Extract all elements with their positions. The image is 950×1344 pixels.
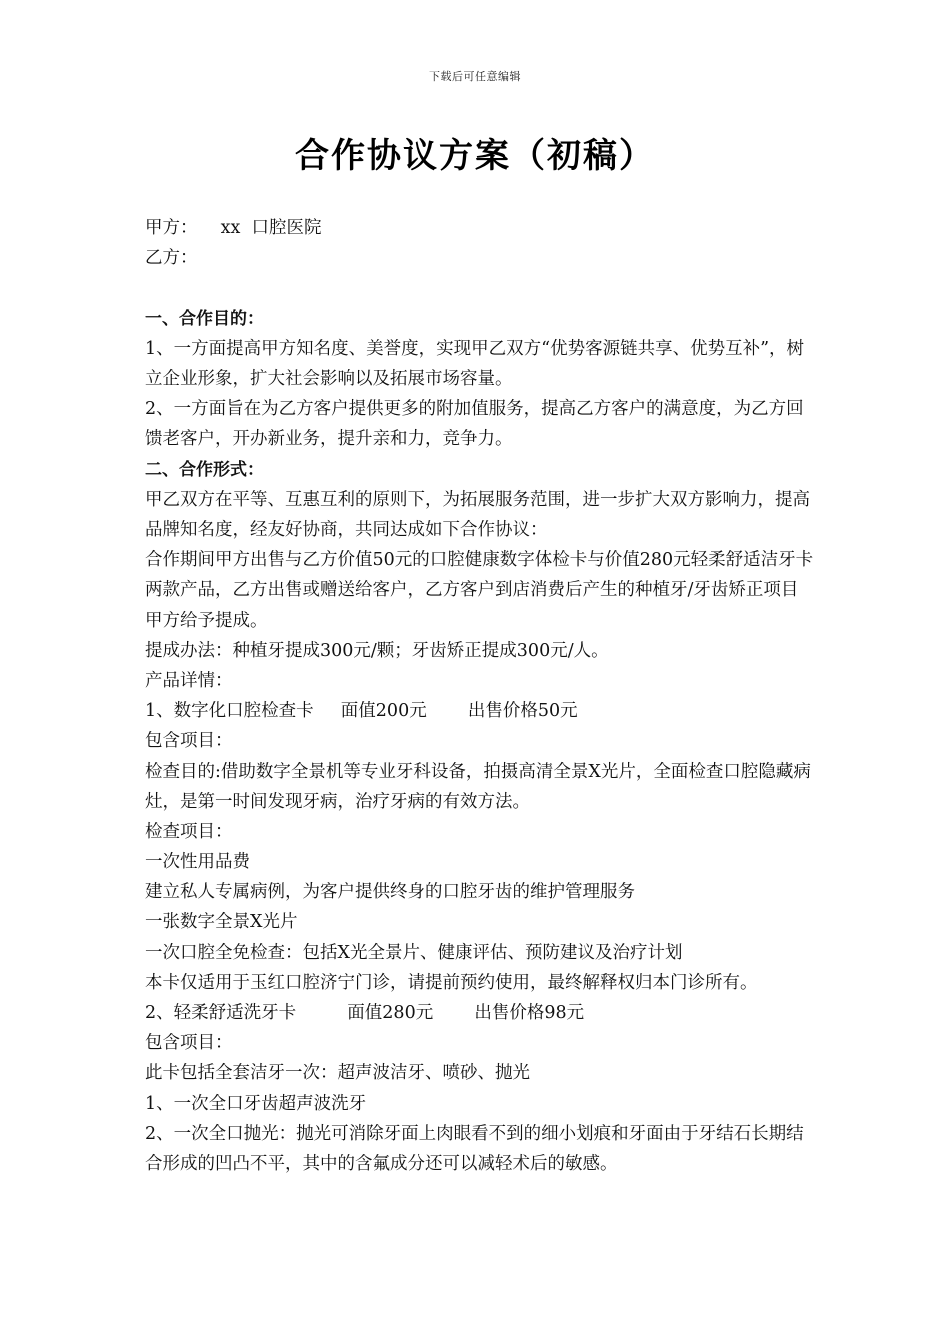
party-a-value: xx 口腔医院 [220, 218, 322, 238]
header-note: 下载后可任意编辑 [429, 70, 521, 83]
form-intro-paragraph: 甲乙双方在平等、互惠互利的原则下，为拓展服务范围，进一步扩大双方影响力，提高品牌知名度，经友好协商，共同达成如下合作协议： [145, 489, 810, 540]
page-title: 合作协议方案（初稿） [295, 136, 655, 176]
product-1-price: 出售价格50元 [467, 701, 578, 722]
exam-item: 一次口腔全免检查：包括X光全景片、健康评估、预防建议及治疗计划 [145, 942, 683, 963]
spacer [145, 273, 815, 303]
cleaning-item-2: 2、一次全口抛光：抛光可消除牙面上肉眼看不到的细小划痕和牙面由于牙结石长期结合形成的凹凸不平，其中的含氟成分还可以减轻术后的敏感。 [145, 1123, 804, 1174]
product-details-label: 产品详情： [145, 670, 233, 691]
product-2-price: 出售价格98元 [474, 1003, 585, 1024]
product-2-name: 2、轻柔舒适洗牙卡 [145, 1003, 297, 1024]
product-1-line [145, 696, 815, 726]
exam-item: 一张数字全景X光片 [145, 912, 298, 933]
document-body [145, 213, 815, 1179]
section-heading-purpose: 一、合作目的： [145, 308, 264, 329]
cleaning-item-1: 1、一次全口牙齿超声波洗牙 [145, 1093, 367, 1114]
party-b-line [145, 243, 815, 273]
product-2-face-value: 面值280元 [347, 1003, 434, 1024]
exam-items-label: 检查项目： [145, 821, 233, 842]
section-heading-form: 二、合作形式： [145, 459, 264, 480]
includes-label-1: 包含项目： [145, 731, 233, 752]
product-1-name: 1、数字化口腔检查卡 [145, 701, 314, 722]
purpose-paragraph-2: 2、一方面旨在为乙方客户提供更多的附加值服务，提高乙方客户的满意度，为乙方回馈老客户，开办新业务，提升亲和力，竞争力。 [145, 399, 804, 450]
commission-line: 提成办法：种植牙提成300元/颗；牙齿矫正提成300元/人。 [145, 640, 609, 661]
product-1-face-value: 面值200元 [340, 701, 427, 722]
purpose-paragraph-1: 1、一方面提高甲方知名度、美誉度，实现甲乙双方“优势客源链共享、优势互补”，树立企业形象，扩大社会影响以及拓展市场容量。 [145, 338, 805, 389]
exam-purpose-paragraph: 检查目的:借助数字全景机等专业牙科设备，拍摄高清全景X光片，全面检查口腔隐藏病灶，是第一时间发现牙病，治疗牙病的有效方法。 [145, 761, 811, 812]
exam-item: 本卡仅适用于玉红口腔济宁门诊，请提前预约使用，最终解释权归本门诊所有。 [145, 972, 758, 993]
includes-label-2: 包含项目： [145, 1033, 233, 1054]
party-b-label: 乙方： [145, 248, 198, 269]
product-2-line [145, 998, 815, 1028]
party-a-line [145, 213, 815, 243]
form-detail-paragraph: 合作期间甲方出售与乙方价值50元的口腔健康数字体检卡与价值280元轻柔舒适洁牙卡两款产品，乙方出售或赠送给客户，乙方客户到店消费后产生的种植牙/牙齿矫正项目甲方给予提成。 [145, 550, 814, 631]
cleaning-summary: 此卡包括全套洁牙一次：超声波洁牙、喷砂、抛光 [145, 1063, 530, 1084]
exam-item: 一次性用品费 [145, 852, 250, 873]
exam-item: 建立私人专属病例，为客户提供终身的口腔牙齿的维护管理服务 [145, 882, 635, 903]
party-a-label: 甲方： [145, 218, 198, 238]
